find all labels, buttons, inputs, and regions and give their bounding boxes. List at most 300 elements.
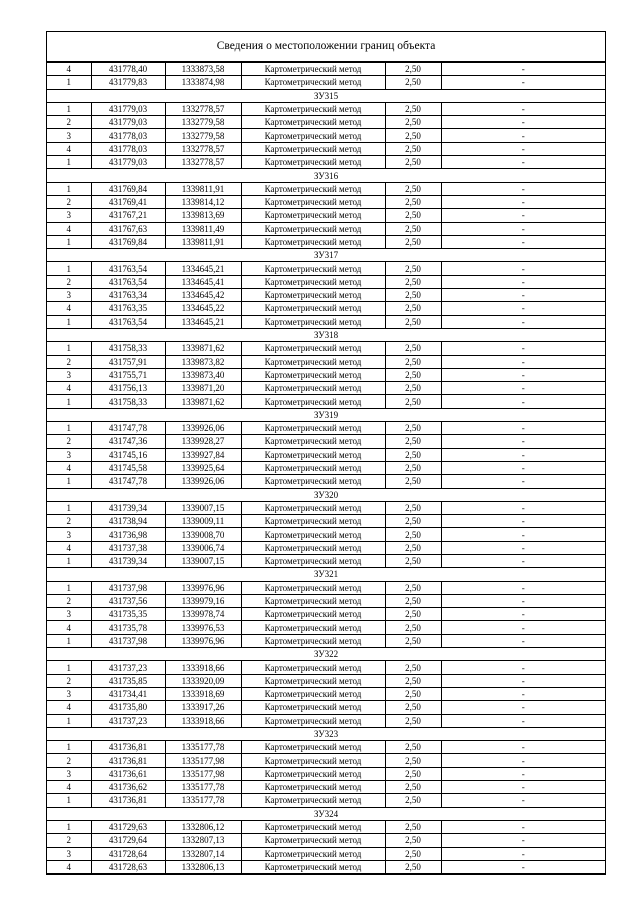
method-cell: Картометрический метод (241, 382, 385, 395)
y-coordinate-cell: 1339811,91 (165, 235, 241, 248)
x-coordinate-cell: 431735,80 (91, 701, 165, 714)
accuracy-cell: 2,50 (385, 195, 441, 208)
parcel-label: ЗУ319 (47, 408, 605, 421)
point-number-cell: 4 (47, 781, 91, 794)
y-coordinate-cell: 1335177,78 (165, 741, 241, 754)
point-number-cell: 4 (47, 382, 91, 395)
method-cell: Картометрический метод (241, 142, 385, 155)
group-header-row (47, 568, 605, 581)
table-row (47, 76, 605, 89)
y-coordinate-cell: 1339814,12 (165, 195, 241, 208)
point-number-cell: 4 (47, 302, 91, 315)
table-title: Сведения о местоположении границ объекта (47, 32, 605, 62)
x-coordinate-cell: 431736,98 (91, 528, 165, 541)
x-coordinate-cell: 431755,71 (91, 368, 165, 381)
table-row (47, 342, 605, 355)
accuracy-cell: 2,50 (385, 435, 441, 448)
x-coordinate-cell: 431747,36 (91, 435, 165, 448)
y-coordinate-cell: 1334645,41 (165, 275, 241, 288)
table-row (47, 834, 605, 847)
y-coordinate-cell: 1339006,74 (165, 541, 241, 554)
accuracy-cell: 2,50 (385, 448, 441, 461)
x-coordinate-cell: 431736,81 (91, 741, 165, 754)
table-row (47, 422, 605, 435)
accuracy-cell: 2,50 (385, 754, 441, 767)
group-header-row (47, 488, 605, 501)
table-row (47, 754, 605, 767)
method-cell: Картометрический метод (241, 528, 385, 541)
table-row (47, 581, 605, 594)
y-coordinate-cell: 1339976,53 (165, 621, 241, 634)
accuracy-cell: 2,50 (385, 63, 441, 76)
y-coordinate-cell: 1332779,58 (165, 129, 241, 142)
accuracy-cell: 2,50 (385, 515, 441, 528)
accuracy-cell: 2,50 (385, 701, 441, 714)
description-cell: - (441, 222, 605, 235)
accuracy-cell: 2,50 (385, 741, 441, 754)
point-number-cell: 1 (47, 182, 91, 195)
method-cell: Картометрический метод (241, 475, 385, 488)
y-coordinate-cell: 1334645,21 (165, 262, 241, 275)
description-cell: - (441, 515, 605, 528)
description-cell: - (441, 554, 605, 567)
table-row (47, 661, 605, 674)
description-cell: - (441, 275, 605, 288)
table-row (47, 608, 605, 621)
method-cell: Картометрический метод (241, 342, 385, 355)
accuracy-cell: 2,50 (385, 142, 441, 155)
method-cell: Картометрический метод (241, 541, 385, 554)
x-coordinate-cell: 431737,23 (91, 714, 165, 727)
x-coordinate-cell: 431735,78 (91, 621, 165, 634)
point-number-cell: 2 (47, 674, 91, 687)
method-cell: Картометрический метод (241, 116, 385, 129)
accuracy-cell: 2,50 (385, 860, 441, 873)
point-number-cell: 3 (47, 528, 91, 541)
description-cell: - (441, 302, 605, 315)
y-coordinate-cell: 1333917,26 (165, 701, 241, 714)
description-cell: - (441, 714, 605, 727)
x-coordinate-cell: 431778,03 (91, 142, 165, 155)
x-coordinate-cell: 431757,91 (91, 355, 165, 368)
description-cell: - (441, 701, 605, 714)
description-cell: - (441, 382, 605, 395)
table-row (47, 435, 605, 448)
table-row (47, 222, 605, 235)
description-cell: - (441, 342, 605, 355)
accuracy-cell: 2,50 (385, 661, 441, 674)
group-header-row (47, 408, 605, 421)
point-number-cell: 3 (47, 448, 91, 461)
table-row (47, 129, 605, 142)
method-cell: Картометрический метод (241, 834, 385, 847)
accuracy-cell: 2,50 (385, 541, 441, 554)
point-number-cell: 2 (47, 355, 91, 368)
point-number-cell: 1 (47, 501, 91, 514)
method-cell: Картометрический метод (241, 554, 385, 567)
x-coordinate-cell: 431767,63 (91, 222, 165, 235)
table-row (47, 714, 605, 727)
point-number-cell: 4 (47, 142, 91, 155)
x-coordinate-cell: 431729,64 (91, 834, 165, 847)
y-coordinate-cell: 1339007,15 (165, 501, 241, 514)
point-number-cell: 3 (47, 847, 91, 860)
accuracy-cell: 2,50 (385, 222, 441, 235)
method-cell: Картометрический метод (241, 714, 385, 727)
y-coordinate-cell: 1339979,16 (165, 594, 241, 607)
x-coordinate-cell: 431737,23 (91, 661, 165, 674)
point-number-cell: 1 (47, 76, 91, 89)
method-cell: Картометрический метод (241, 661, 385, 674)
y-coordinate-cell: 1339811,49 (165, 222, 241, 235)
point-number-cell: 1 (47, 395, 91, 408)
y-coordinate-cell: 1339811,91 (165, 182, 241, 195)
x-coordinate-cell: 431758,33 (91, 395, 165, 408)
description-cell: - (441, 76, 605, 89)
point-number-cell: 1 (47, 661, 91, 674)
table-row (47, 554, 605, 567)
group-header-row (47, 807, 605, 820)
accuracy-cell: 2,50 (385, 461, 441, 474)
x-coordinate-cell: 431736,81 (91, 794, 165, 807)
accuracy-cell: 2,50 (385, 475, 441, 488)
y-coordinate-cell: 1339926,06 (165, 475, 241, 488)
accuracy-cell: 2,50 (385, 781, 441, 794)
point-number-cell: 1 (47, 794, 91, 807)
y-coordinate-cell: 1334645,21 (165, 315, 241, 328)
x-coordinate-cell: 431769,84 (91, 235, 165, 248)
accuracy-cell: 2,50 (385, 76, 441, 89)
table-row (47, 475, 605, 488)
accuracy-cell: 2,50 (385, 687, 441, 700)
point-number-cell: 3 (47, 368, 91, 381)
table-row (47, 820, 605, 833)
y-coordinate-cell: 1332778,57 (165, 156, 241, 169)
table-row (47, 741, 605, 754)
x-coordinate-cell: 431729,63 (91, 820, 165, 833)
parcel-label: ЗУ316 (47, 169, 605, 182)
y-coordinate-cell: 1339928,27 (165, 435, 241, 448)
method-cell: Картометрический метод (241, 315, 385, 328)
x-coordinate-cell: 431745,58 (91, 461, 165, 474)
description-cell: - (441, 182, 605, 195)
point-number-cell: 1 (47, 315, 91, 328)
description-cell: - (441, 528, 605, 541)
method-cell: Картометрический метод (241, 102, 385, 115)
description-cell: - (441, 621, 605, 634)
method-cell: Картометрический метод (241, 501, 385, 514)
method-cell: Картометрический метод (241, 767, 385, 780)
method-cell: Картометрический метод (241, 515, 385, 528)
y-coordinate-cell: 1332779,58 (165, 116, 241, 129)
point-number-cell: 4 (47, 860, 91, 873)
x-coordinate-cell: 431737,56 (91, 594, 165, 607)
x-coordinate-cell: 431745,16 (91, 448, 165, 461)
x-coordinate-cell: 431735,85 (91, 674, 165, 687)
description-cell: - (441, 142, 605, 155)
description-cell: - (441, 156, 605, 169)
x-coordinate-cell: 431756,13 (91, 382, 165, 395)
accuracy-cell: 2,50 (385, 554, 441, 567)
x-coordinate-cell: 431763,54 (91, 275, 165, 288)
x-coordinate-cell: 431728,63 (91, 860, 165, 873)
x-coordinate-cell: 431779,03 (91, 116, 165, 129)
table-row (47, 102, 605, 115)
point-number-cell: 2 (47, 116, 91, 129)
accuracy-cell: 2,50 (385, 674, 441, 687)
accuracy-cell: 2,50 (385, 794, 441, 807)
parcel-label: ЗУ317 (47, 249, 605, 262)
y-coordinate-cell: 1332778,57 (165, 102, 241, 115)
x-coordinate-cell: 431778,40 (91, 63, 165, 76)
description-cell: - (441, 116, 605, 129)
description-cell: - (441, 235, 605, 248)
x-coordinate-cell: 431736,61 (91, 767, 165, 780)
description-cell: - (441, 475, 605, 488)
table-row (47, 448, 605, 461)
description-cell: - (441, 129, 605, 142)
table-row (47, 501, 605, 514)
method-cell: Картометрический метод (241, 608, 385, 621)
x-coordinate-cell: 431735,35 (91, 608, 165, 621)
y-coordinate-cell: 1339009,11 (165, 515, 241, 528)
accuracy-cell: 2,50 (385, 820, 441, 833)
x-coordinate-cell: 431739,34 (91, 501, 165, 514)
accuracy-cell: 2,50 (385, 581, 441, 594)
point-number-cell: 2 (47, 754, 91, 767)
y-coordinate-cell: 1335177,78 (165, 794, 241, 807)
table-row (47, 142, 605, 155)
method-cell: Картометрический метод (241, 435, 385, 448)
method-cell: Картометрический метод (241, 754, 385, 767)
accuracy-cell: 2,50 (385, 342, 441, 355)
method-cell: Картометрический метод (241, 302, 385, 315)
accuracy-cell: 2,50 (385, 847, 441, 860)
point-number-cell: 3 (47, 289, 91, 302)
group-header-row (47, 249, 605, 262)
table-row (47, 395, 605, 408)
description-cell: - (441, 608, 605, 621)
point-number-cell: 2 (47, 515, 91, 528)
y-coordinate-cell: 1334645,22 (165, 302, 241, 315)
method-cell: Картометрический метод (241, 182, 385, 195)
parcel-label: ЗУ321 (47, 568, 605, 581)
point-number-cell: 2 (47, 594, 91, 607)
description-cell: - (441, 102, 605, 115)
y-coordinate-cell: 1332807,13 (165, 834, 241, 847)
x-coordinate-cell: 431747,78 (91, 422, 165, 435)
table-row (47, 767, 605, 780)
x-coordinate-cell: 431738,94 (91, 515, 165, 528)
x-coordinate-cell: 431747,78 (91, 475, 165, 488)
x-coordinate-cell: 431763,34 (91, 289, 165, 302)
accuracy-cell: 2,50 (385, 634, 441, 647)
point-number-cell: 1 (47, 262, 91, 275)
description-cell: - (441, 781, 605, 794)
method-cell: Картометрический метод (241, 63, 385, 76)
table-row (47, 156, 605, 169)
table-row (47, 289, 605, 302)
group-header-row (47, 648, 605, 661)
point-number-cell: 1 (47, 554, 91, 567)
method-cell: Картометрический метод (241, 741, 385, 754)
y-coordinate-cell: 1332806,13 (165, 860, 241, 873)
accuracy-cell: 2,50 (385, 594, 441, 607)
y-coordinate-cell: 1339007,15 (165, 554, 241, 567)
table-row (47, 195, 605, 208)
description-cell: - (441, 315, 605, 328)
description-cell: - (441, 395, 605, 408)
table-row (47, 701, 605, 714)
method-cell: Картометрический метод (241, 395, 385, 408)
description-cell: - (441, 661, 605, 674)
parcel-label: ЗУ323 (47, 727, 605, 740)
description-cell: - (441, 820, 605, 833)
y-coordinate-cell: 1339813,69 (165, 209, 241, 222)
y-coordinate-cell: 1339976,96 (165, 634, 241, 647)
method-cell: Картометрический метод (241, 235, 385, 248)
accuracy-cell: 2,50 (385, 209, 441, 222)
table-row (47, 355, 605, 368)
method-cell: Картометрический метод (241, 222, 385, 235)
coordinates-table-body (47, 63, 605, 874)
y-coordinate-cell: 1339926,06 (165, 422, 241, 435)
y-coordinate-cell: 1339008,70 (165, 528, 241, 541)
table-row (47, 368, 605, 381)
y-coordinate-cell: 1335177,98 (165, 767, 241, 780)
table-row (47, 781, 605, 794)
accuracy-cell: 2,50 (385, 422, 441, 435)
accuracy-cell: 2,50 (385, 156, 441, 169)
x-coordinate-cell: 431739,34 (91, 554, 165, 567)
point-number-cell: 1 (47, 475, 91, 488)
accuracy-cell: 2,50 (385, 528, 441, 541)
table-row (47, 63, 605, 76)
parcel-label: ЗУ324 (47, 807, 605, 820)
point-number-cell: 1 (47, 634, 91, 647)
point-number-cell: 1 (47, 102, 91, 115)
x-coordinate-cell: 431763,54 (91, 262, 165, 275)
table-row (47, 528, 605, 541)
point-number-cell: 3 (47, 129, 91, 142)
y-coordinate-cell: 1339871,62 (165, 395, 241, 408)
method-cell: Картометрический метод (241, 581, 385, 594)
x-coordinate-cell: 431737,98 (91, 581, 165, 594)
method-cell: Картометрический метод (241, 355, 385, 368)
method-cell: Картометрический метод (241, 156, 385, 169)
x-coordinate-cell: 431758,33 (91, 342, 165, 355)
x-coordinate-cell: 431728,64 (91, 847, 165, 860)
description-cell: - (441, 834, 605, 847)
table-row (47, 515, 605, 528)
table-row (47, 209, 605, 222)
point-number-cell: 1 (47, 422, 91, 435)
point-number-cell: 3 (47, 687, 91, 700)
table-row (47, 687, 605, 700)
description-cell: - (441, 289, 605, 302)
description-cell: - (441, 501, 605, 514)
x-coordinate-cell: 431769,84 (91, 182, 165, 195)
x-coordinate-cell: 431767,21 (91, 209, 165, 222)
table-row (47, 182, 605, 195)
point-number-cell: 2 (47, 834, 91, 847)
description-cell: - (441, 581, 605, 594)
point-number-cell: 1 (47, 714, 91, 727)
point-number-cell: 3 (47, 209, 91, 222)
y-coordinate-cell: 1339925,64 (165, 461, 241, 474)
method-cell: Картометрический метод (241, 820, 385, 833)
y-coordinate-cell: 1339873,82 (165, 355, 241, 368)
point-number-cell: 1 (47, 741, 91, 754)
table-row (47, 116, 605, 129)
method-cell: Картометрический метод (241, 275, 385, 288)
description-cell: - (441, 541, 605, 554)
accuracy-cell: 2,50 (385, 302, 441, 315)
method-cell: Картометрический метод (241, 289, 385, 302)
accuracy-cell: 2,50 (385, 355, 441, 368)
description-cell: - (441, 860, 605, 873)
y-coordinate-cell: 1339871,62 (165, 342, 241, 355)
x-coordinate-cell: 431736,62 (91, 781, 165, 794)
method-cell: Картометрический метод (241, 209, 385, 222)
method-cell: Картометрический метод (241, 461, 385, 474)
accuracy-cell: 2,50 (385, 834, 441, 847)
description-cell: - (441, 794, 605, 807)
x-coordinate-cell: 431769,41 (91, 195, 165, 208)
y-coordinate-cell: 1332806,12 (165, 820, 241, 833)
point-number-cell: 4 (47, 63, 91, 76)
x-coordinate-cell: 431734,41 (91, 687, 165, 700)
y-coordinate-cell: 1335177,98 (165, 754, 241, 767)
point-number-cell: 2 (47, 435, 91, 448)
table-row (47, 847, 605, 860)
y-coordinate-cell: 1339871,20 (165, 382, 241, 395)
description-cell: - (441, 195, 605, 208)
method-cell: Картометрический метод (241, 262, 385, 275)
accuracy-cell: 2,50 (385, 102, 441, 115)
description-cell: - (441, 674, 605, 687)
y-coordinate-cell: 1333920,09 (165, 674, 241, 687)
point-number-cell: 4 (47, 701, 91, 714)
parcel-label: ЗУ315 (47, 89, 605, 102)
group-header-row (47, 89, 605, 102)
x-coordinate-cell: 431737,98 (91, 634, 165, 647)
description-cell: - (441, 847, 605, 860)
point-number-cell: 1 (47, 156, 91, 169)
y-coordinate-cell: 1332778,57 (165, 142, 241, 155)
x-coordinate-cell: 431763,54 (91, 315, 165, 328)
point-number-cell: 2 (47, 195, 91, 208)
accuracy-cell: 2,50 (385, 382, 441, 395)
table-row (47, 541, 605, 554)
point-number-cell: 2 (47, 275, 91, 288)
parcel-label: ЗУ322 (47, 648, 605, 661)
point-number-cell: 1 (47, 342, 91, 355)
group-header-row (47, 727, 605, 740)
y-coordinate-cell: 1334645,42 (165, 289, 241, 302)
description-cell: - (441, 594, 605, 607)
x-coordinate-cell: 431779,03 (91, 156, 165, 169)
method-cell: Картометрический метод (241, 701, 385, 714)
table-row (47, 860, 605, 873)
table-row (47, 794, 605, 807)
description-cell: - (441, 355, 605, 368)
description-cell: - (441, 767, 605, 780)
description-cell: - (441, 435, 605, 448)
table-row (47, 262, 605, 275)
point-number-cell: 4 (47, 541, 91, 554)
y-coordinate-cell: 1332807,14 (165, 847, 241, 860)
